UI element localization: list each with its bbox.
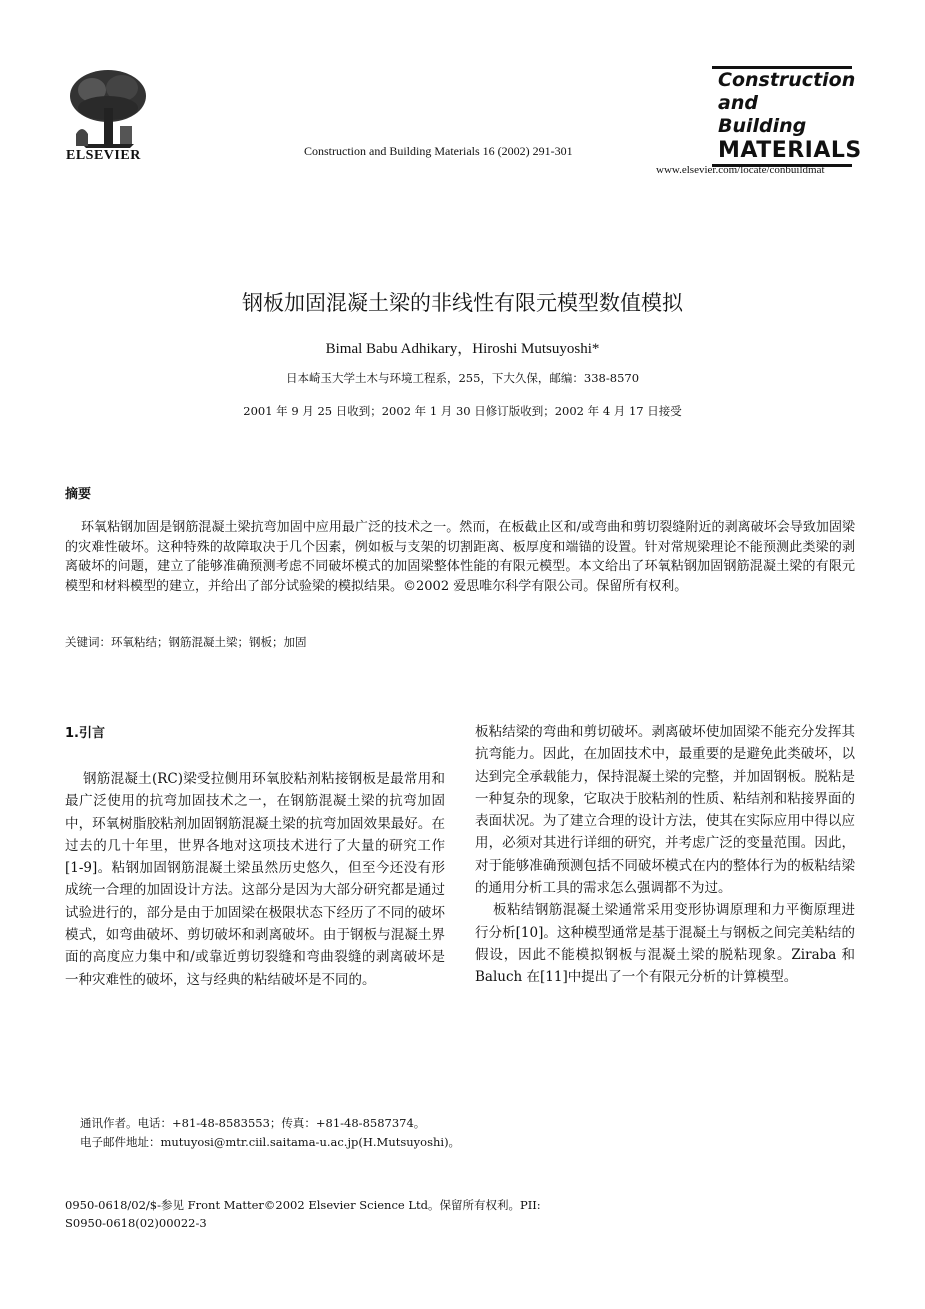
intro-right-column xyxy=(475,721,855,989)
masthead-line2: and Building xyxy=(718,92,807,137)
article-title: 钢板加固混凝土梁的非线性有限元模型数值模拟 xyxy=(242,291,683,315)
footnote-email: 电子邮件地址：mutuyosi@mtr.ciil.saitama-u.ac.jp(H.Mutsuyoshi)。 xyxy=(80,1135,461,1149)
footer-pii: S0950-0618(02)00022-3 xyxy=(65,1216,207,1230)
publisher-name: ELSEVIER xyxy=(66,148,141,163)
section-heading-introduction: 1.引言 xyxy=(65,726,105,741)
author-affiliation: 日本崎玉大学土木与环境工程系，255，下大久保，邮编：338-8570 xyxy=(285,371,640,385)
abstract-body: 环氧粘钢加固是钢筋混凝土梁抗弯加固中应用最广泛的技术之一。然而，在板截止区和/或弯曲和剪切裂缝附近的剥离破坏会导致加固梁的灾难性破坏。这种特殊的故障取决于几个因素，例如板与支架的切割距离、板厚度和端锚的设置。针对常规梁理论不能预测此类梁的剥离破坏的问题，建立了能够准确预测考虑不同破坏模式的加固梁整体性能的有限元模型。本文给出了环氧粘钢加固钢筋混凝土梁的有限元模型和材料模型的建立，并给出了部分试验梁的模拟结果。©2002 爱思唯尔科学有限公司。保留所有权利。 xyxy=(65,520,855,594)
masthead-line3: MATERIALS xyxy=(718,138,862,163)
article-authors: Bimal Babu Adhikary，Hiroshi Mutsuyoshi* xyxy=(325,341,600,357)
journal-reference: Construction and Building Materials 16 (2002) 291-301 xyxy=(304,144,573,158)
footnote-contact: 通讯作者。电话：+81-48-8583553；传真：+81-48-8587374。 xyxy=(80,1116,426,1130)
keywords: 关键词：环氧粘结；钢筋混凝土梁；钢板；加固 xyxy=(65,635,307,649)
journal-masthead xyxy=(712,66,862,167)
intro-left-column: 钢筋混凝土(RC)梁受拉侧用环氧胶粘剂粘接钢板是最常用和最广泛使用的抗弯加固技术之一，在钢筋混凝土梁的抗弯加固中，环氧树脂胶粘剂加固钢筋混凝土梁的抗弯加固效果最好。在过去的几十年里，世界各地对这项技术进行了大量的研究工作[1-9]。粘钢加固钢筋混凝土梁虽然历史悠久，但至今还没有形成统一合理的加固设计方法。这部分是因为大部分研究都是通过试验进行的，部分是由于加固梁在极限状态下经历了不同的破坏模式，如弯曲破坏、剪切破坏和剥离破坏。由于钢板与混凝土界面的高度应力集中和/或靠近剪切裂缝和弯曲裂缝的剥离破坏是一种灾难性的破坏，这与经典的粘结破坏是不同的。 xyxy=(65,771,445,988)
footer-copyright: 0950-0618/02/$-参见 Front Matter©2002 Elsevier Science Ltd。保留所有权利。PII: xyxy=(65,1198,541,1212)
corresponding-author-footnote xyxy=(80,1114,460,1152)
masthead-line1: Construction xyxy=(718,69,856,91)
intro-right-paragraph-2: 板粘结钢筋混凝土梁通常采用变形协调原理和力平衡原理进行分析[10]。这种模型通常是基于混凝土与钢板之间完美粘结的假设，因此不能模拟钢板与混凝土梁的脱粘现象。Ziraba 和 Baluch 在[11]中提出了一个有限元分析的计算模型。 xyxy=(475,902,855,986)
abstract-heading: 摘要 xyxy=(65,487,92,502)
intro-right-paragraph-1: 板粘结梁的弯曲和剪切破坏。剥离破坏使加固梁不能充分发挥其抗弯能力。因此，在加固技术中，最重要的是避免此类破坏，以达到完全承载能力，保持混凝土梁的完整，并加固钢板。脱粘是一种复杂的现象，它取决于胶粘剂的性质、粘结剂和粘接界面的表面状况。为了建立合理的设计方法，使其在实际应用中得以应用，必须对其进行详细的研究，并考虑广泛的变量范围。因此，对于能够准确预测包括不同破坏模式在内的整体行为的板粘结梁的通用分析工具的需求怎么强调都不为过。 xyxy=(475,724,855,897)
copyright-footer xyxy=(65,1196,541,1232)
article-dates: 2001 年 9 月 25 日收到；2002 年 1 月 30 日修订版收到；2002 年 4 月 17 日接受 xyxy=(243,404,682,418)
journal-url[interactable]: www.elsevier.com/locate/conbuildmat xyxy=(656,164,825,176)
